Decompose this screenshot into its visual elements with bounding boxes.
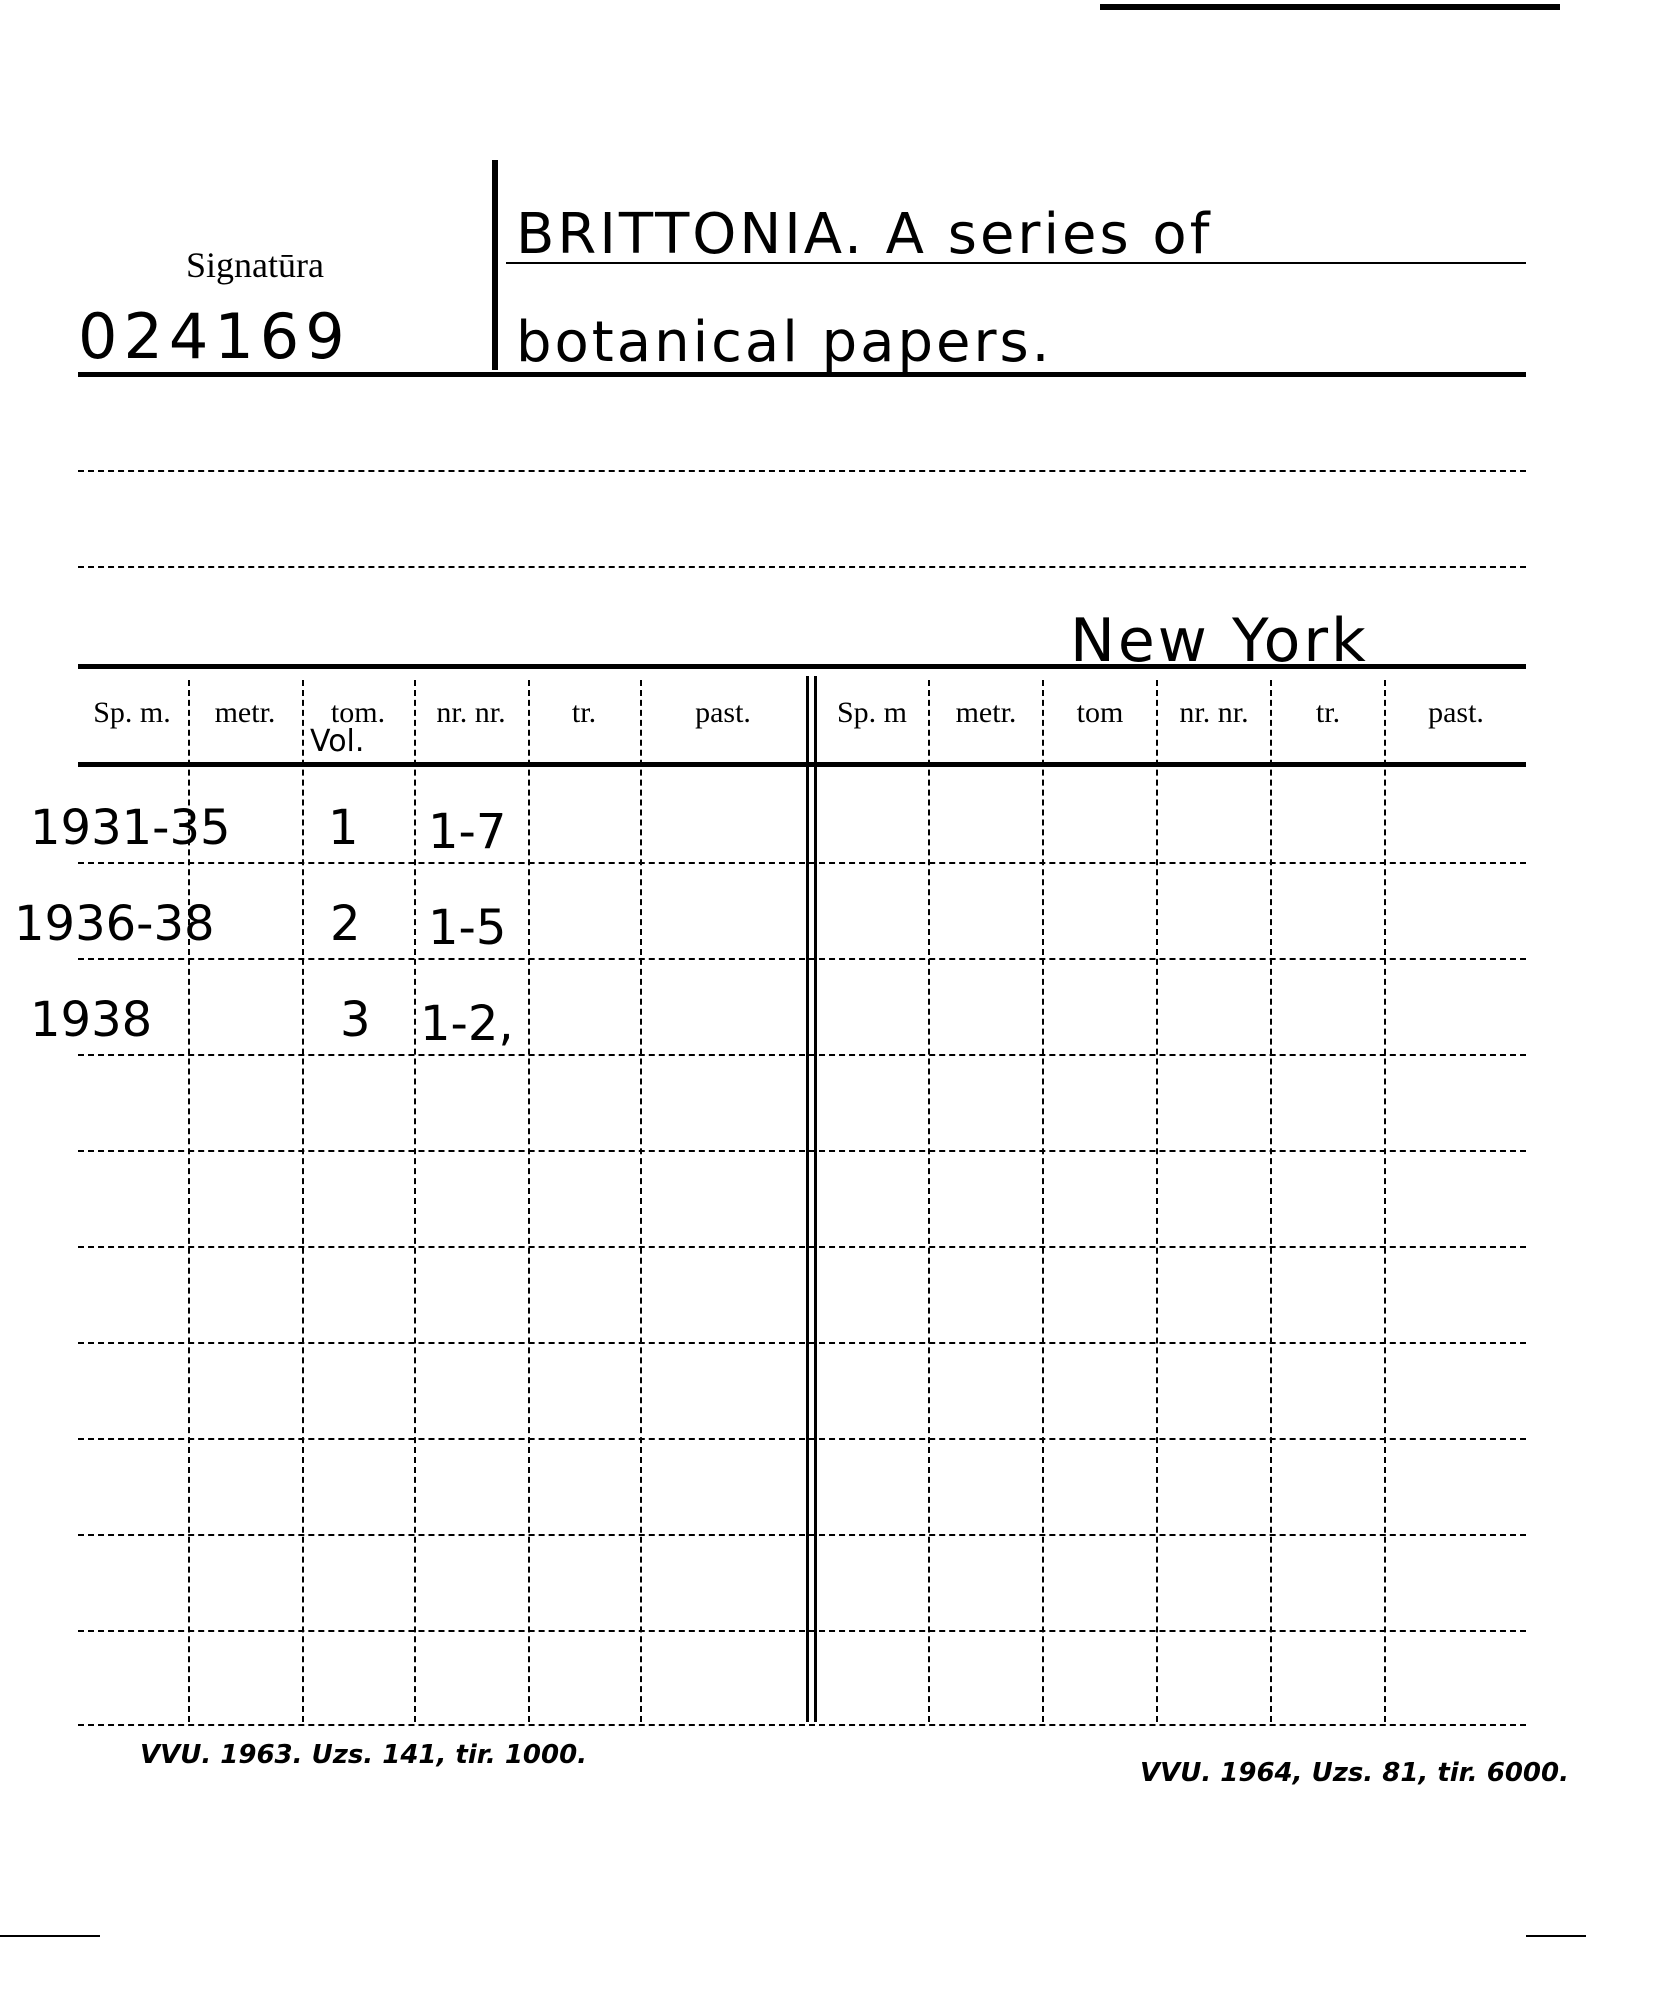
signatura-number: 024169 xyxy=(78,300,351,373)
row2-vol: 2 xyxy=(330,896,361,952)
blank-rule-1 xyxy=(78,470,1526,472)
row-rule xyxy=(78,862,1526,864)
footer-print-note-right: VVU. 1964, Uzs. 81, tir. 6000. xyxy=(1140,1758,1569,1788)
left-col-tr: tr. xyxy=(571,696,597,729)
row3-years: 1938 xyxy=(30,992,153,1048)
row-rule xyxy=(78,1246,1526,1248)
left-col-tom-note: Vol. xyxy=(310,724,365,759)
left-col-metr: metr. xyxy=(214,696,276,729)
row3-vol: 3 xyxy=(340,992,371,1048)
top-edge-mark xyxy=(1100,4,1560,10)
col-divider xyxy=(1270,680,1272,1722)
row1-vol: 1 xyxy=(328,800,359,856)
header-rule xyxy=(78,372,1526,377)
blank-rule-2 xyxy=(78,566,1526,568)
left-col-spm: Sp. m. xyxy=(93,696,171,729)
row-rule xyxy=(78,1438,1526,1440)
col-divider xyxy=(928,680,930,1722)
row2-nos: 1-5 xyxy=(428,900,507,956)
left-col-past: past. xyxy=(695,696,751,729)
col-divider xyxy=(1156,680,1158,1722)
col-divider xyxy=(414,680,416,1722)
row-rule xyxy=(78,1342,1526,1344)
row1-nos: 1-7 xyxy=(428,804,507,860)
title-line-2: botanical papers. xyxy=(516,310,1053,375)
right-col-metr: metr. xyxy=(955,696,1017,729)
row-rule xyxy=(78,1054,1526,1056)
row2-years: 1936-38 xyxy=(14,896,215,952)
left-col-tom: tom. xyxy=(330,696,386,729)
bottom-edge-mark xyxy=(0,1935,100,1937)
right-col-spm: Sp. m xyxy=(836,696,908,729)
place-name: New York xyxy=(1070,606,1369,676)
row3-nos: 1-2, xyxy=(420,996,514,1052)
header-divider xyxy=(492,160,498,370)
footer-print-note-left: VVU. 1963. Uzs. 141, tir. 1000. xyxy=(140,1740,588,1770)
col-divider xyxy=(640,680,642,1722)
row-rule xyxy=(78,1630,1526,1632)
center-double-divider xyxy=(814,676,817,1722)
col-divider xyxy=(302,680,304,1722)
row-rule xyxy=(78,1150,1526,1152)
col-divider xyxy=(1384,680,1386,1722)
row1-years: 1931-35 xyxy=(30,800,231,856)
right-col-nrnr: nr. nr. xyxy=(1179,696,1249,729)
center-double-divider xyxy=(806,676,809,1722)
col-divider xyxy=(528,680,530,1722)
table-bottom-rule xyxy=(78,1724,1526,1726)
col-divider xyxy=(1042,680,1044,1722)
left-col-nrnr: nr. nr. xyxy=(436,696,506,729)
table-top-rule xyxy=(78,664,1526,669)
right-col-tr: tr. xyxy=(1315,696,1341,729)
title-underline-1 xyxy=(506,262,1526,264)
row-rule xyxy=(78,958,1526,960)
right-col-tom: tom xyxy=(1076,696,1124,729)
bottom-edge-mark xyxy=(1526,1935,1586,1937)
right-col-past: past. xyxy=(1428,696,1484,729)
title-line-1: BRITTONIA. A series of xyxy=(516,202,1213,267)
row-rule xyxy=(78,1534,1526,1536)
signatura-label: Signatūra xyxy=(186,245,324,285)
table-header-rule xyxy=(78,762,1526,767)
